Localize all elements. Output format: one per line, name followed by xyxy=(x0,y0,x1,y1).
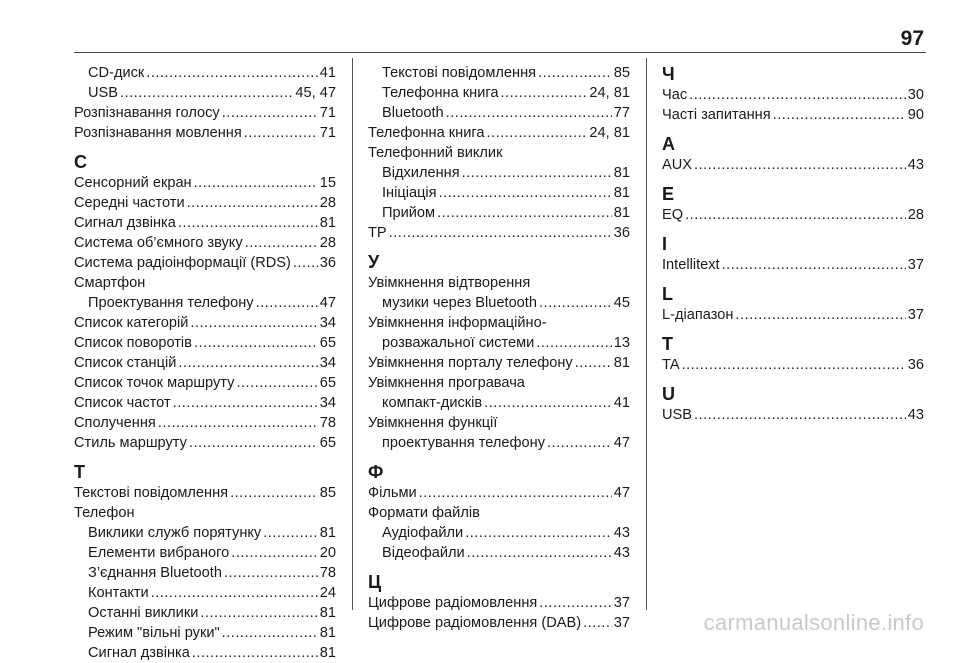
dot-leader xyxy=(536,333,611,353)
index-subentry xyxy=(74,293,336,313)
index-entry-pages: 37 xyxy=(907,257,924,273)
index-entry-pages: 13 xyxy=(613,335,630,351)
index-entry xyxy=(74,483,336,503)
index-entry-term: розважальної системи xyxy=(382,335,535,351)
index-entry-term: USB xyxy=(88,85,119,101)
index-entry-pages: 34 xyxy=(319,315,336,331)
index-term-heading: Увімкнення відтворення xyxy=(368,275,531,291)
index-subentry xyxy=(368,103,630,123)
index-letter-heading: L xyxy=(662,284,673,304)
index-column-1 xyxy=(74,63,336,663)
dot-leader xyxy=(462,163,612,183)
dot-leader xyxy=(200,603,317,623)
dot-leader xyxy=(439,183,612,203)
dot-leader xyxy=(539,293,612,313)
dot-leader xyxy=(187,193,318,213)
index-entry-term: компакт-дисків xyxy=(382,395,483,411)
index-term-heading: Телефонний виклик xyxy=(368,145,503,161)
index-entry-pages: 43 xyxy=(613,525,630,541)
index-entry-pages: 28 xyxy=(319,235,336,251)
index-entry xyxy=(74,393,336,413)
dot-leader xyxy=(189,433,318,453)
dot-leader xyxy=(389,223,612,243)
index-entry-term: Часті запитання xyxy=(662,107,771,123)
index-term-heading: Увімкнення програвача xyxy=(368,375,525,391)
index-entry-pages: 36 xyxy=(319,255,336,271)
index-entry-pages: 45 xyxy=(613,295,630,311)
index-entry xyxy=(368,483,630,503)
index-entry-term: Intellitext xyxy=(662,257,720,273)
index-entry-term: Стиль маршруту xyxy=(74,435,187,451)
index-subentry xyxy=(74,623,336,643)
dot-leader xyxy=(173,393,318,413)
index-entry-pages: 37 xyxy=(613,615,630,631)
dot-leader xyxy=(178,353,317,373)
index-entry-pages: 37 xyxy=(613,595,630,611)
dot-leader xyxy=(263,523,318,543)
watermark: carmanualsonline.info xyxy=(703,610,924,635)
page-number: 97 xyxy=(900,27,924,50)
index-entry xyxy=(368,593,630,613)
index-entry-pages: 81 xyxy=(319,215,336,231)
index-entry-term: Список категорій xyxy=(74,315,189,331)
index-entry-pages: 45, 47 xyxy=(295,85,336,101)
index-entry xyxy=(74,373,336,393)
dot-leader xyxy=(575,353,612,373)
index-entry-term: Сигнал дзвінка xyxy=(74,215,176,231)
index-term-heading: Увімкнення функції xyxy=(368,415,498,431)
index-letter-heading: У xyxy=(368,252,380,272)
index-entry-term: З’єднання Bluetooth xyxy=(88,565,222,581)
index-entry xyxy=(74,253,336,273)
index-entry-term: Текстові повідомлення xyxy=(74,485,229,501)
index-subentry xyxy=(368,183,630,203)
index-entry-pages: 85 xyxy=(613,65,630,81)
dot-leader xyxy=(501,83,588,103)
index-subentry xyxy=(368,83,630,103)
index-entry-pages: 85 xyxy=(319,485,336,501)
index-entry xyxy=(74,233,336,253)
dot-leader xyxy=(178,213,318,233)
dot-leader xyxy=(547,433,612,453)
index-subentry xyxy=(368,203,630,223)
dot-leader xyxy=(192,643,318,663)
index-entry xyxy=(74,333,336,353)
index-entry xyxy=(662,85,924,105)
index-letter-heading: Ф xyxy=(368,462,384,482)
index-term-heading: Формати файлів xyxy=(368,505,480,521)
index-entry xyxy=(74,193,336,213)
index-entry-term: AUX xyxy=(662,157,693,173)
index-letter-heading: I xyxy=(662,234,668,254)
index-entry-term: Розпізнавання мовлення xyxy=(74,125,242,141)
index-entry-pages: 34 xyxy=(319,395,336,411)
dot-leader xyxy=(231,543,318,563)
index-subentry xyxy=(368,163,630,183)
index-entry-term: Час xyxy=(662,87,688,103)
index-entry-term: Відеофайли xyxy=(382,545,465,561)
index-entry-pages: 47 xyxy=(613,485,630,501)
index-entry-pages: 34 xyxy=(319,355,336,371)
index-entry-pages: 36 xyxy=(613,225,630,241)
index-subentry xyxy=(74,523,336,543)
index-entry-pages: 20 xyxy=(319,545,336,561)
index-letter-heading: С xyxy=(74,152,87,172)
index-subentry xyxy=(368,393,630,413)
index-entry-term: Сполучення xyxy=(74,415,156,431)
index-term-heading: Телефон xyxy=(74,505,135,521)
index-entry-pages: 43 xyxy=(907,407,924,423)
index-entry-term: CD-диск xyxy=(88,65,145,81)
index-entry-pages: 78 xyxy=(319,415,336,431)
dot-leader xyxy=(293,253,318,273)
index-entry-term: Проектування телефону xyxy=(88,295,254,311)
index-letter-heading: U xyxy=(662,384,675,404)
index-entry-pages: 77 xyxy=(613,105,630,121)
index-entry-term: USB xyxy=(662,407,693,423)
dot-leader xyxy=(230,483,318,503)
dot-leader xyxy=(465,523,612,543)
dot-leader xyxy=(151,583,318,603)
dot-leader xyxy=(487,123,588,143)
dot-leader xyxy=(538,63,612,83)
index-entry xyxy=(74,123,336,143)
dot-leader xyxy=(256,293,318,313)
index-entry-term: Розпізнавання голосу xyxy=(74,105,220,121)
dot-leader xyxy=(694,155,906,175)
index-entry xyxy=(662,205,924,225)
index-subentry xyxy=(74,583,336,603)
index-entry xyxy=(368,123,630,143)
dot-leader xyxy=(446,103,612,123)
index-entry-pages: 28 xyxy=(319,195,336,211)
index-entry-term: Система радіоінформації (RDS) xyxy=(74,255,291,271)
index-letter-heading: T xyxy=(662,334,673,354)
index-term-heading: Увімкнення інформаційно- xyxy=(368,315,547,331)
dot-leader xyxy=(689,85,906,105)
index-entry xyxy=(74,103,336,123)
index-entry-term: проектування телефону xyxy=(382,435,545,451)
index-entry xyxy=(368,223,630,243)
index-entry-pages: 47 xyxy=(319,295,336,311)
index-entry-term: Цифрове радіомовлення xyxy=(368,595,538,611)
index-subentry xyxy=(74,543,336,563)
dot-leader xyxy=(236,373,317,393)
index-subentry xyxy=(74,83,336,103)
index-entry xyxy=(662,255,924,275)
index-entry-term: Ініціація xyxy=(382,185,437,201)
index-entry xyxy=(74,413,336,433)
index-letter-heading: Ч xyxy=(662,64,675,84)
dot-leader xyxy=(194,173,318,193)
dot-leader xyxy=(224,563,318,583)
dot-leader xyxy=(190,313,317,333)
index-entry-term: Останні виклики xyxy=(88,605,199,621)
index-entry-pages: 71 xyxy=(319,125,336,141)
index-entry-term: Режим "вільні руки" xyxy=(88,625,220,641)
index-entry-term: Список станцій xyxy=(74,355,177,371)
index-entry-term: Цифрове радіомовлення (DAB) xyxy=(368,615,582,631)
dot-leader xyxy=(685,205,906,225)
index-entry xyxy=(74,173,336,193)
index-entry-pages: 81 xyxy=(613,205,630,221)
index-subentry xyxy=(368,333,630,353)
dot-leader xyxy=(222,623,318,643)
index-subentry xyxy=(368,293,630,313)
index-entry-pages: 41 xyxy=(319,65,336,81)
index-entry-pages: 81 xyxy=(319,625,336,641)
column-divider-1 xyxy=(352,58,353,610)
dot-leader xyxy=(583,613,612,633)
index-subentry xyxy=(74,563,336,583)
index-entry-pages: 71 xyxy=(319,105,336,121)
index-entry xyxy=(662,355,924,375)
index-entry-term: Список поворотів xyxy=(74,335,192,351)
dot-leader xyxy=(773,105,906,125)
index-entry-pages: 24 xyxy=(319,585,336,601)
index-entry xyxy=(368,353,630,373)
index-entry xyxy=(368,613,630,633)
dot-leader xyxy=(694,405,906,425)
index-entry xyxy=(74,353,336,373)
index-entry-term: Елементи вибраного xyxy=(88,545,230,561)
header-rule xyxy=(74,52,926,53)
index-column-3 xyxy=(662,63,924,425)
index-subentry xyxy=(368,523,630,543)
index-entry-term: Відхилення xyxy=(382,165,460,181)
index-entry-term: Сенсорний екран xyxy=(74,175,192,191)
index-entry-pages: 37 xyxy=(907,307,924,323)
dot-leader xyxy=(120,83,293,103)
dot-leader xyxy=(682,355,906,375)
index-entry-term: Телефонна книга xyxy=(368,125,485,141)
dot-leader xyxy=(539,593,611,613)
index-entry xyxy=(662,155,924,175)
index-entry-pages: 81 xyxy=(319,605,336,621)
index-entry-pages: 43 xyxy=(907,157,924,173)
index-letter-heading: A xyxy=(662,134,675,154)
index-entry-term: L-діапазон xyxy=(662,307,734,323)
index-subentry xyxy=(74,603,336,623)
index-entry xyxy=(662,305,924,325)
index-entry-term: музики через Bluetooth xyxy=(382,295,537,311)
index-subentry xyxy=(368,63,630,83)
index-entry-pages: 24, 81 xyxy=(589,125,630,141)
column-divider-2 xyxy=(646,58,647,610)
dot-leader xyxy=(245,233,318,253)
index-entry-term: TA xyxy=(662,357,680,373)
index-letter-heading: Т xyxy=(74,462,85,482)
index-entry-term: Текстові повідомлення xyxy=(382,65,537,81)
index-subentry xyxy=(368,543,630,563)
dot-leader xyxy=(244,123,318,143)
index-entry-pages: 78 xyxy=(319,565,336,581)
index-entry-term: Фільми xyxy=(368,485,417,501)
index-entry-pages: 65 xyxy=(319,375,336,391)
index-subentry xyxy=(74,63,336,83)
index-entry-pages: 65 xyxy=(319,435,336,451)
dot-leader xyxy=(146,63,317,83)
index-entry-term: Контакти xyxy=(88,585,149,601)
index-entry-term: EQ xyxy=(662,207,684,223)
dot-leader xyxy=(419,483,612,503)
dot-leader xyxy=(194,333,318,353)
index-entry xyxy=(74,433,336,453)
index-letter-heading: E xyxy=(662,184,675,204)
index-entry-term: Виклики служб порятунку xyxy=(88,525,262,541)
index-entry-pages: 81 xyxy=(319,645,336,661)
dot-leader xyxy=(222,103,318,123)
index-entry-term: Bluetooth xyxy=(382,105,444,121)
index-entry-pages: 47 xyxy=(613,435,630,451)
index-letter-heading: Ц xyxy=(368,572,382,592)
index-entry xyxy=(74,313,336,333)
index-entry-pages: 24, 81 xyxy=(589,85,630,101)
index-entry-term: Сигнал дзвінка xyxy=(88,645,190,661)
dot-leader xyxy=(158,413,318,433)
dot-leader xyxy=(722,255,906,275)
index-entry-term: Увімкнення порталу телефону xyxy=(368,355,573,371)
index-entry-term: Прийом xyxy=(382,205,436,221)
index-column-2 xyxy=(368,63,630,633)
index-entry-term: Телефонна книга xyxy=(382,85,499,101)
index-entry-pages: 36 xyxy=(907,357,924,373)
index-entry-pages: 30 xyxy=(907,87,924,103)
index-entry-pages: 43 xyxy=(613,545,630,561)
index-entry xyxy=(74,213,336,233)
index-entry-term: Система об’ємного звуку xyxy=(74,235,243,251)
index-entry-pages: 81 xyxy=(613,165,630,181)
index-entry-term: Середні частоти xyxy=(74,195,185,211)
index-entry xyxy=(662,405,924,425)
dot-leader xyxy=(437,203,612,223)
index-entry-pages: 81 xyxy=(613,355,630,371)
index-entry-pages: 65 xyxy=(319,335,336,351)
index-entry-pages: 15 xyxy=(319,175,336,191)
index-entry-term: Список точок маршруту xyxy=(74,375,235,391)
index-entry-pages: 41 xyxy=(613,395,630,411)
index-entry-pages: 90 xyxy=(907,107,924,123)
index-entry-pages: 81 xyxy=(613,185,630,201)
index-entry xyxy=(662,105,924,125)
index-entry-term: Список частот xyxy=(74,395,171,411)
dot-leader xyxy=(735,305,905,325)
dot-leader xyxy=(484,393,612,413)
dot-leader xyxy=(467,543,612,563)
index-term-heading: Смартфон xyxy=(74,275,146,291)
index-entry-term: Аудіофайли xyxy=(382,525,464,541)
index-subentry xyxy=(74,643,336,663)
index-entry-pages: 81 xyxy=(319,525,336,541)
index-entry-term: TP xyxy=(368,225,387,241)
index-entry-pages: 28 xyxy=(907,207,924,223)
index-subentry xyxy=(368,433,630,453)
